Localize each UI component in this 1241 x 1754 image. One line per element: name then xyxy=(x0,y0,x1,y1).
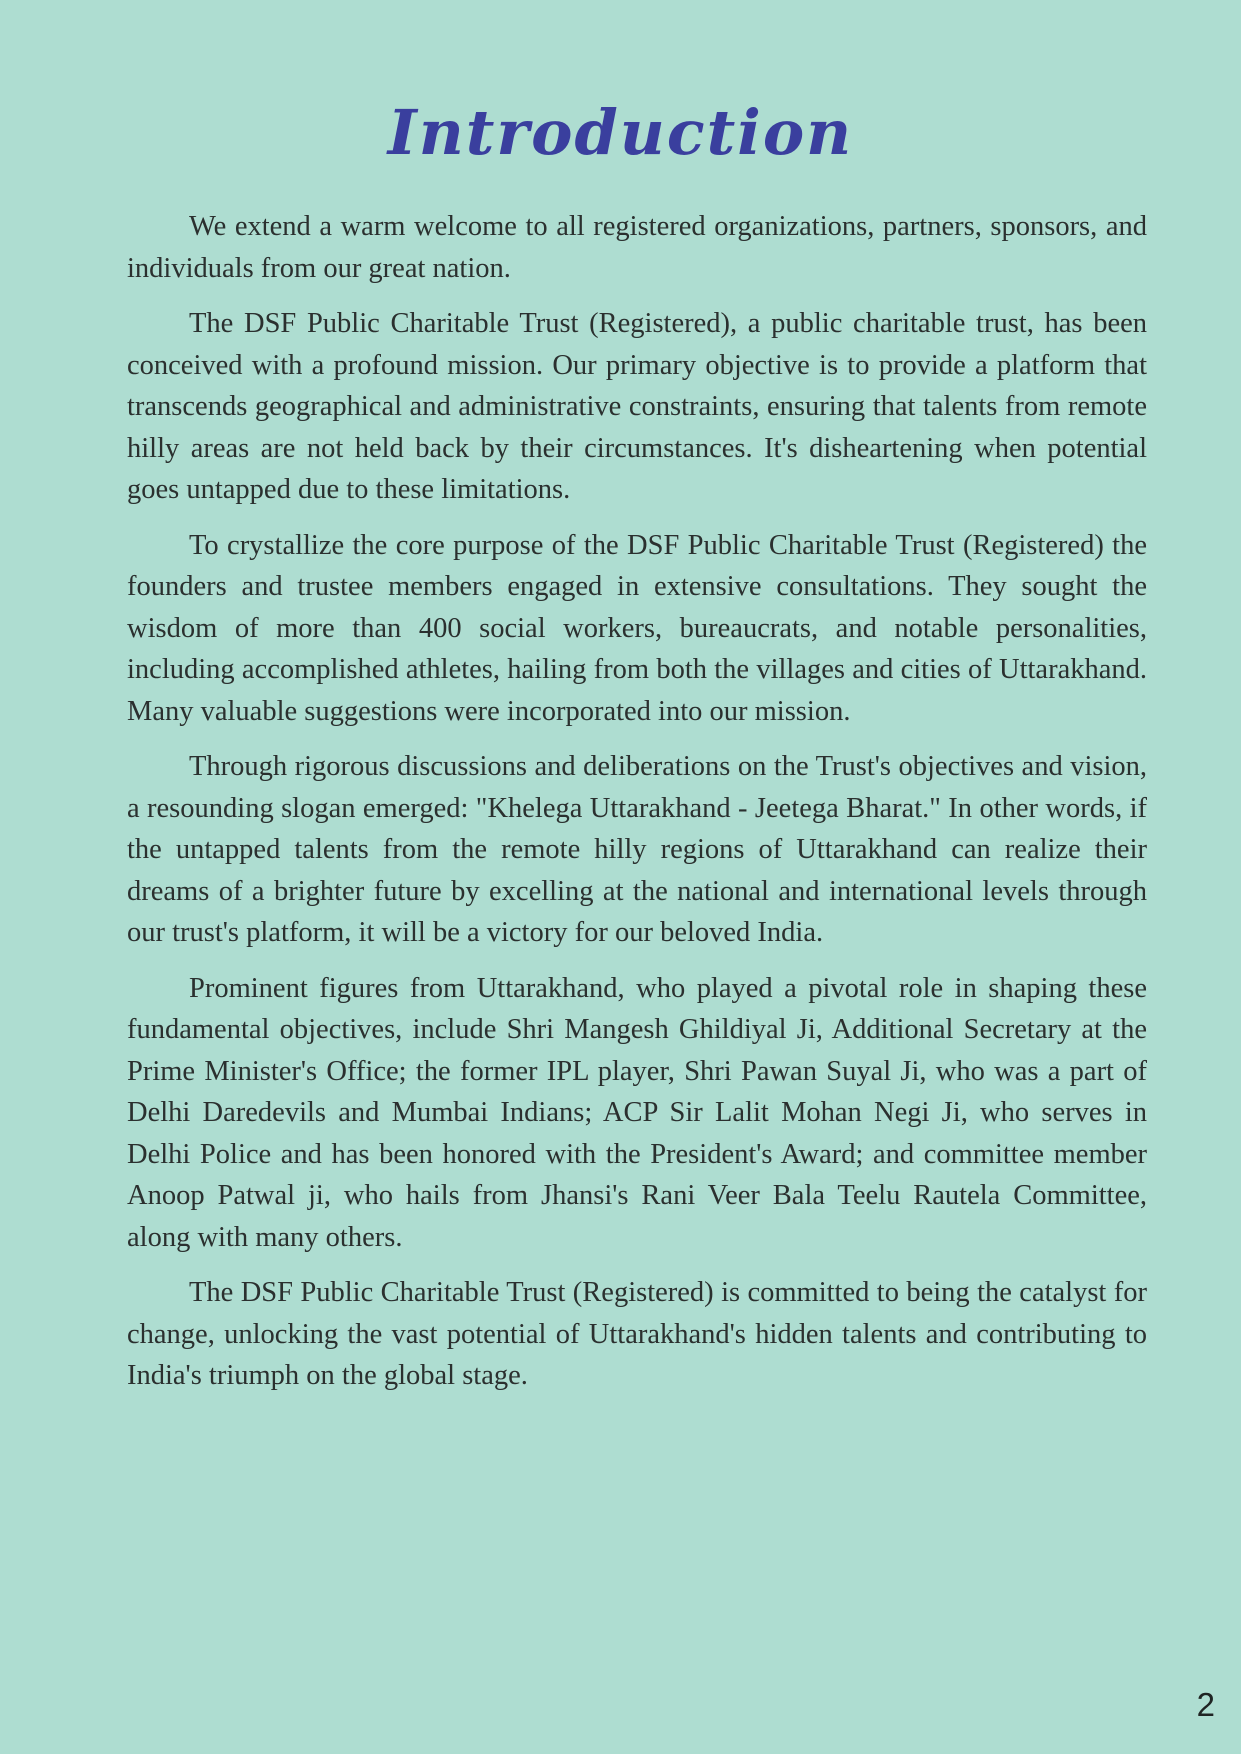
page-body xyxy=(127,206,1147,1411)
paragraph-prominent-figures: Prominent figures from Uttarakhand, who played a pivotal role in shaping these fundamental objectives, include Shri Mangesh Ghildiyal Ji, Additional Secretary at the Prime Minister's Office; the former IPL player, Shri Pawan Suyal Ji, who was a part of Delhi Daredevils and Mumbai Indians; ACP Sir Lalit Mohan Negi Ji, who serves in Delhi Police and has been honored with the President's Award; and committee member Anoop Patwal ji, who hails from Jhansi's Rani Veer Bala Teelu Rautela Committee, along with many others. xyxy=(127,972,1147,1253)
page-number: 2 xyxy=(1196,1686,1215,1723)
paragraph-welcome: We extend a warm welcome to all registered organizations, partners, sponsors, and individuals from our great nation. xyxy=(127,211,1147,284)
page-title: Introduction xyxy=(387,96,854,169)
paragraph-consultations: To crystallize the core purpose of the DSF Public Charitable Trust (Registered) the founders and trustee members engaged in extensive consultations. They sought the wisdom of more than 400 social workers, bureaucrats, and notable personalities, including accomplished athletes, hailing from both the villages and cities of Uttarakhand. Many valuable suggestions were incorporated into our mission. xyxy=(127,529,1147,727)
paragraph-commitment: The DSF Public Charitable Trust (Registered) is committed to being the catalyst for change, unlocking the vast potential of Uttarakhand's hidden talents and contributing to India's triumph on the global stage. xyxy=(127,1277,1147,1391)
paragraph-slogan: Through rigorous discussions and deliberations on the Trust's objectives and vision, a resounding slogan emerged: "Khelega Uttarakhand - Jeetega Bharat." In other words, if the untapped talents from the remote hilly regions of Uttarakhand can realize their dreams of a brighter future by excelling at the national and international levels through our trust's platform, it will be a victory for our beloved India. xyxy=(127,751,1147,948)
paragraph-mission: The DSF Public Charitable Trust (Registered), a public charitable trust, has been conceived with a profound mission. Our primary objective is to provide a platform that transcends geographical and administrative constraints, ensuring that talents from remote hilly areas are not held back by their circumstances. It's disheartening when potential goes untapped due to these limitations. xyxy=(127,308,1147,505)
